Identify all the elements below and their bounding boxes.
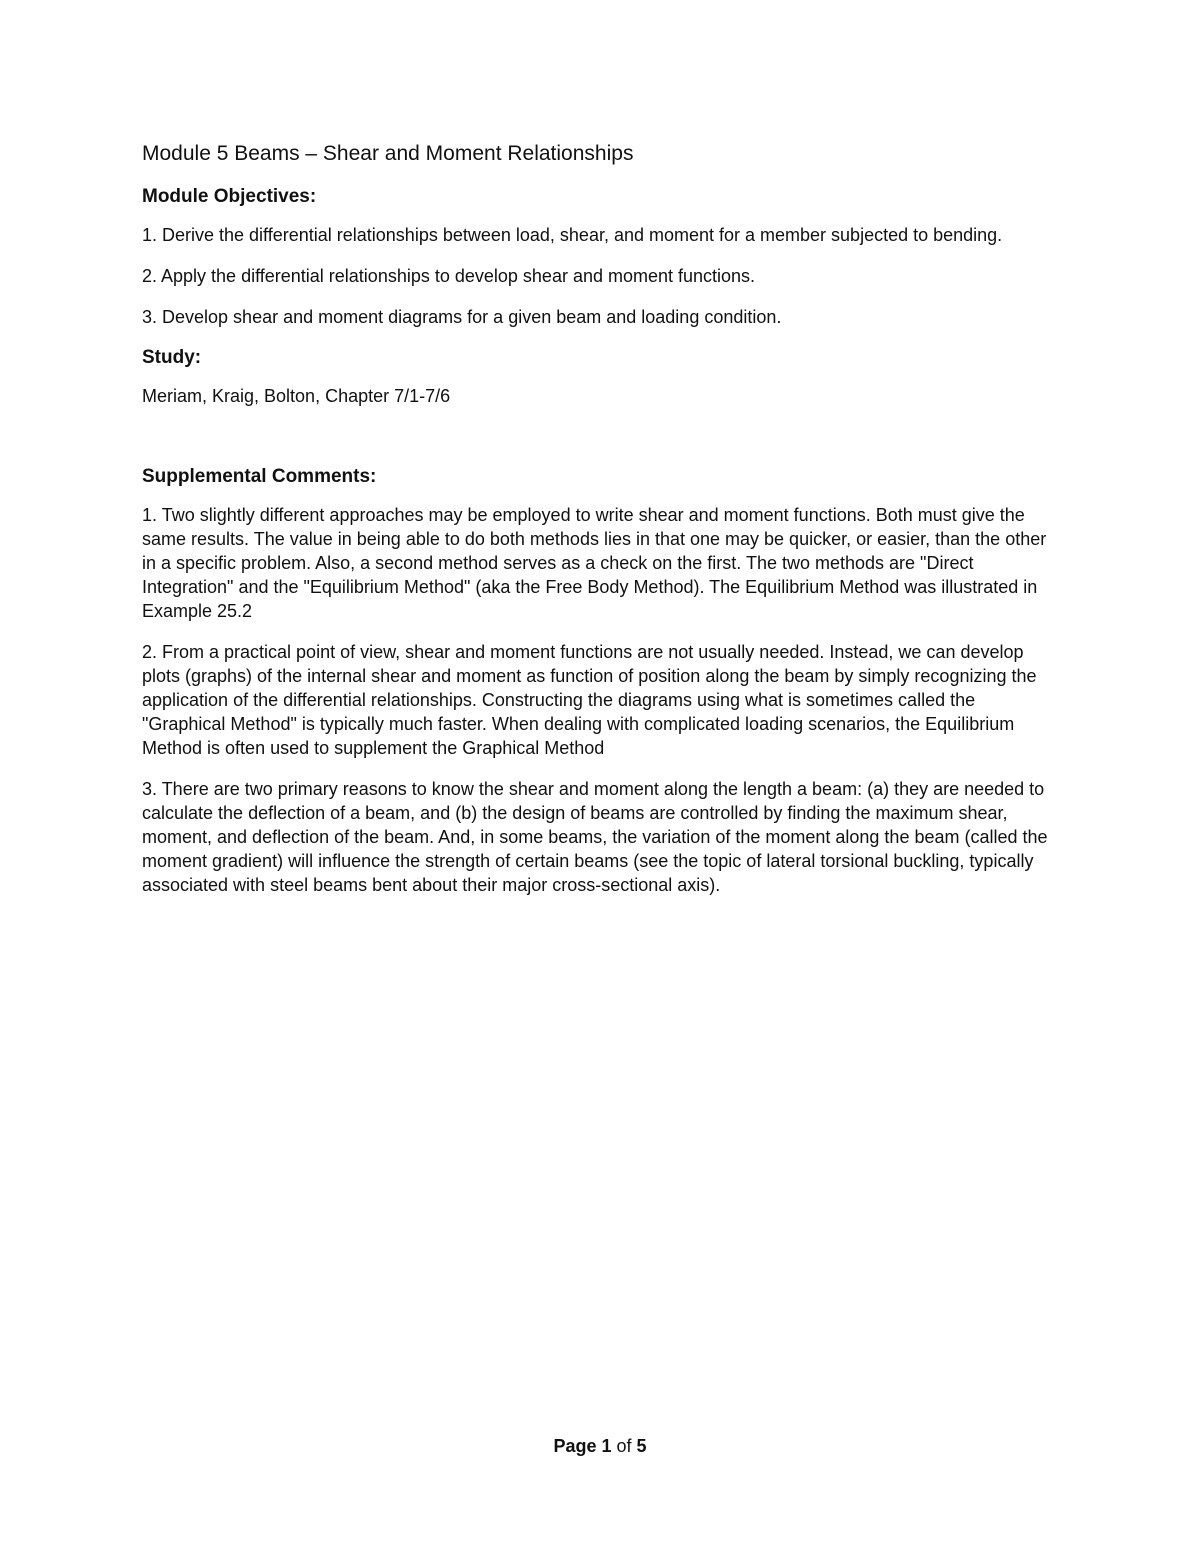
comments-heading: Supplemental Comments: xyxy=(142,466,377,487)
objectives-heading: Module Objectives: xyxy=(142,186,317,207)
document-body xyxy=(142,141,1062,914)
objective-item: 3. Develop shear and moment diagrams for a given beam and loading condition. xyxy=(142,307,782,327)
comment-paragraph: 3. There are two primary reasons to know the shear and moment along the length a beam: (a) they are needed to calculate the deflection of a beam, and (b) the design of beams are controlled by finding the maximum shear, moment, and deflection of the beam. And, in some beams, the variation of the moment along the beam (called the moment gradient) will influence the strength of certain beams (see the topic of lateral torsional buckling, typically associated with steel beams bent about their major cross-sectional axis). xyxy=(142,779,1048,895)
comment-paragraph: 1. Two slightly different approaches may be employed to write shear and moment functions. Both must give the same results. The value in being able to do both methods lies in that one may be quicker, or easier, than the other in a specific problem. Also, a second method serves as a check on the first. The two methods are "Direct Integration" and the "Equilibrium Method" (aka the Free Body Method). The Equilibrium Method was illustrated in Example 25.2 xyxy=(142,505,1047,621)
current-page-number: 1 xyxy=(601,1436,612,1456)
page-footer xyxy=(0,1434,1200,1458)
page-label: Page xyxy=(553,1436,597,1456)
objective-item: 2. Apply the differential relationships to develop shear and moment functions. xyxy=(142,266,756,286)
comment-paragraph: 2. From a practical point of view, shear and moment functions are not usually needed. Instead, we can develop plots (graphs) of the internal shear and moment as function of position along the beam by simply recognizing the application of the differential relationships. Constructing the diagrams using what is sometimes called the "Graphical Method" is typically much faster. When dealing with complicated loading scenarios, the Equilibrium Method is often used to supplement the Graphical Method xyxy=(142,642,1037,758)
document-title: Module 5 Beams – Shear and Moment Relationships xyxy=(142,142,634,165)
objective-item: 1. Derive the differential relationships between load, shear, and moment for a member subjected to bending. xyxy=(142,225,1003,245)
study-heading: Study: xyxy=(142,347,202,368)
total-pages-number: 5 xyxy=(636,1436,647,1456)
of-label: of xyxy=(616,1436,632,1456)
study-reference: Meriam, Kraig, Bolton, Chapter 7/1-7/6 xyxy=(142,386,451,406)
section-spacer xyxy=(142,425,1062,465)
